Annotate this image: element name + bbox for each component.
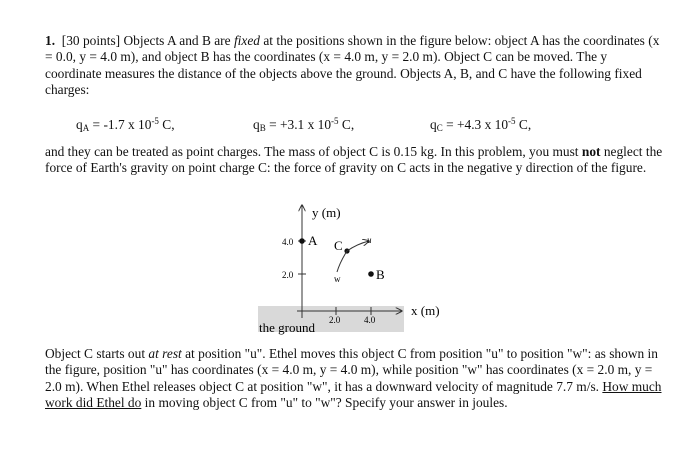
ground-label: the ground [259, 320, 315, 335]
intro-text-b: at the positions shown in the figure below: object A has the coordinates (x = 0.0, y = 4.0 m), and object B has the coordinates (x = 4.0 m, y = 2.0 m). Object C can be moved. The y coordinate measures the distance of the objects above the ground. Objects A, B, and C have the following fixed charges: [45, 33, 660, 97]
path-u-to-w [337, 251, 347, 272]
charge-qb: $q_B = +3.1$ x $10^{-5}$ C, [253, 116, 355, 133]
problem-number: 1. [45, 33, 56, 48]
y-axis-label: y (m) [312, 205, 341, 220]
y-tick-label-4: 4.0 [282, 237, 294, 247]
at-rest-emphasis: at rest [148, 346, 182, 361]
object-a-dot [299, 238, 305, 244]
position-u-label: u [367, 235, 372, 245]
object-a-label: A [308, 233, 318, 248]
object-b-label: B [376, 267, 385, 282]
x-tick-label-2: 2.0 [329, 315, 341, 325]
question-paragraph: Object C starts out at rest at position "u". Ethel moves this object C from position "u" to position "w": as shown in the figure, position "u" has coordinates (x = 4.0 m, y = 4.0 m), while position "w" has coordinates (x = 2.0 m, y = 2.0 m). When Ethel releases object C at position "w", it has a downward velocity of magnitude 7.7 m/s. How much work did Ethel do in moving object C from "u" to "w"? Specify your answer in joules. [45, 346, 662, 410]
y-tick-label-2: 2.0 [282, 270, 294, 280]
not-emphasis: not [581, 144, 601, 159]
intro-text-a: [30 points] Objects A and B are [61, 33, 234, 48]
position-w-label: w [334, 274, 341, 284]
object-b-dot [368, 271, 374, 277]
work-question: How much work did Ethel do [45, 378, 662, 410]
gravity-paragraph: and they can be treated as point charges. The mass of object C is 0.15 kg. In this problem, you must not neglect the force of Earth's gravity on point charge C: the force of gravity on C acts in the negative y direction of the figure. [45, 144, 663, 176]
x-tick-label-4: 4.0 [364, 315, 376, 325]
intro-fixed-word: fixed [233, 33, 260, 48]
charge-qa: $q_A = -1.7$ x $10^{-5}$ C, [76, 116, 175, 133]
object-c-label: C [334, 238, 343, 253]
charge-qc: $q_C = +4.3$ x $10^{-5}$ C, [430, 116, 532, 133]
position-u-arrow [347, 241, 369, 251]
x-axis-label: x (m) [411, 303, 440, 318]
